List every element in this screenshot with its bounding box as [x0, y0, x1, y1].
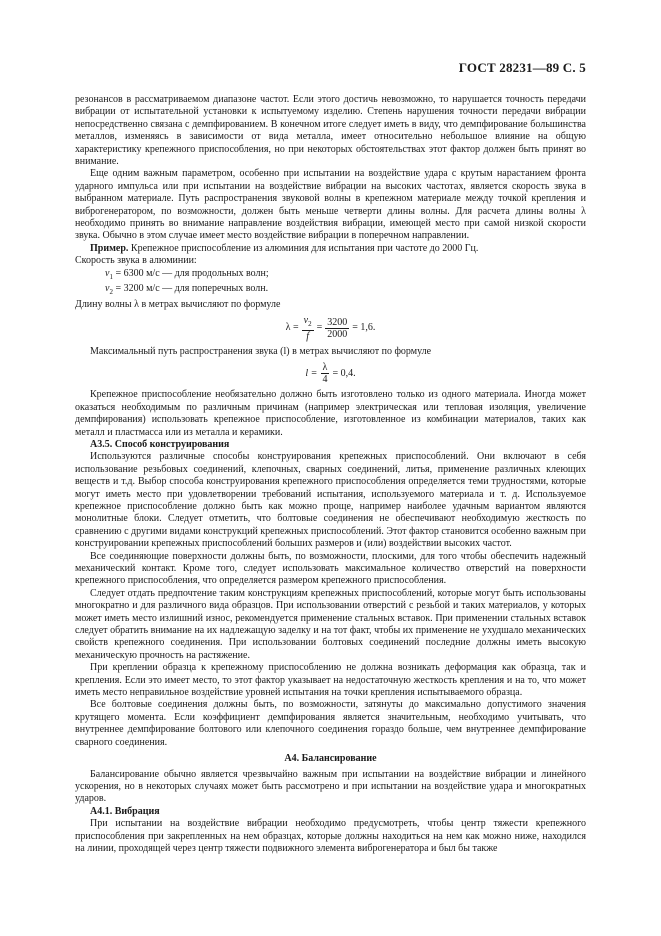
paragraph-reuse: Следует отдать предпочтение таким конструкциям крепежных приспособлений, которые могут быть использованы многократно и для различного вида образцов. При использовании отверстий с резьбой и таких материалов, у которых может иметь место излишний износ, рекомендуется применение стальных вставок. При применении стальных вставок следует обратить внимание на их надлежащую заделку и на тот факт, чтобы их применение не ухудшало механических свойств крепежного соединения. При использовании болтовых соединений последние должны иметь высокую механическую прочность на растяжение. [75, 587, 586, 661]
example-label: Пример. [90, 242, 129, 254]
fraction-3200-over-2000: $\frac{3200}{2000}$ [327, 316, 348, 340]
formula-path: l = $\frac{\lambda}{4}$ = 0,4. [305, 362, 356, 386]
fraction-lambda-over-4: $\frac{\lambda}{4}$ [322, 362, 328, 386]
path-intro: Максимальный путь распространения звука (l) в метрах вычисляют по формуле [90, 345, 432, 357]
paragraph-resonance: резонансов в рассматриваемом диапазоне частот. Если этого достичь невозможно, то нарушается точность передачи вибрации от испытательной установки к испытуемому изделию. Степень нарушения точности передачи вибрации непосредственно связана с демпфированием. В конечном итоге следует иметь в виду, что демпфирование большинства металлов, изменяясь в зависимости от вида металла, имеет относительно небольшое влияние на общую характеристику крепежного приспособления, но при некоторых обстоятельствах этот фактор должен быть принят во внимание. [75, 94, 586, 168]
page-header: ГОСТ 28231—89 С. 5 [458, 60, 586, 75]
paragraph-construction: Используются различные способы конструирования крепежных приспособлений. Они включают в себя использование резьбовых соединений, клепочных, сварных соединений, литья, применение различных клеющих веществ и т.д. Выбор способа конструирования крепежного приспособления определяется теми трудностями, которые могут иметь место при удовлетворении требований испытания, используемого материала и т. д. Используемое крепежное приспособление должно быть как можно проще, например наиболее удачным вариантом являются монолитные блоки. Следует отметить, что болтовые соединения не обеспечивают необходимую жесткость по сравнению с другими видами конструкций крепежных приспособлений. Этот фактор становится особенно важным при конструировании крепежных приспособлений больших размеров и (или) воздействии высоких частот. [75, 451, 586, 550]
speed-v1: $v_1 = 6300$ м/с — для продольных волн; [105, 267, 269, 281]
fraction-v2-over-f: $\frac{v_2}{f}$ [303, 314, 312, 342]
wave-intro: Длину волны λ в метрах вычисляют по формуле [75, 298, 281, 310]
example-line [75, 243, 586, 255]
heading-a41: А4.1. Вибрация [90, 805, 160, 817]
speed-v2: $v_2 = 3200$ м/с — для поперечных волн. [105, 283, 269, 297]
speed-intro: Скорость звука в алюминии: [75, 255, 197, 267]
paragraph-materials: Крепежное приспособление необязательно должно быть изготовлено только из одного материала. Иногда может оказаться необходимым по различным причинам (например электрическая или тепловая изоляция, увеличение демпфирования) использовать крепежное приспособление, изготовленное из комбинации материалов, таких как металл и пластмасса или из металла и керамики. [75, 389, 586, 438]
paragraph-vibration: При испытании на воздействие вибрации необходимо предусмотреть, чтобы центр тяжести крепежного приспособления при закрепленных на нем образцах, которые должны находиться на нем как можно ниже, находился на линии, проходящей через центр тяжести подвижного элемента виброгенератора и был бы также [75, 818, 586, 854]
paragraph-balancing: Балансирование обычно является чрезвычайно важным при испытании на воздействие вибрации и линейного ускорения, но в некоторых случаях может быть рассмотрено и при испытании на воздействие удара и многократных ударов. [75, 768, 586, 805]
paragraph-sound-speed: Еще одним важным параметром, особенно при испытании на воздействие удара с крутым нарастанием фронта ударного импульса или при испытании на воздействие вибрации на высоких частотах, является скорость звука в выбранном материале. Путь распространения звуковой волны в крепежном материале между точкой крепления и виброгенератором, по возможности, должен быть меньше четверти длины волны. Для расчета длины волны λ необходимо принять во внимание направление воздействия вибрации, имеющей место при самой низкой скорости звука. Обычно в этом случае имеет место воздействие вибрации в поперечном направлении. [75, 168, 586, 242]
heading-a4: А4. Балансирование [284, 753, 377, 765]
document-body [75, 94, 586, 855]
paragraph-bolts: Все болтовые соединения должны быть, по возможности, затянуты до максимально допустимого значения крутящего момента. Если коэффициент демпфирования является значительным, необходимо учитывать, что внутреннее демпфирование болтового или клепочного соединения гораздо больше, чем внутреннее демпфирование сварного соединения. [75, 699, 586, 748]
paragraph-deformation: При креплении образца к крепежному приспособлению не должна возникать деформация как образца, так и крепления. Если это имеет место, то этот фактор указывает на недостаточную жесткость крепления и на то, что может иметь место неправильное воздействие уровней испытания на точки крепления испытываемого образца. [75, 662, 586, 699]
formula-wavelength: λ = $\frac{v_2}{f}$ = $\frac{3200}{2000}$ = 1,6. [285, 314, 376, 342]
example-text: Крепежное приспособление из алюминия для испытания при частоте до 2000 Гц. [128, 242, 479, 254]
paragraph-surfaces: Все соединяющие поверхности должны быть, по возможности, плоскими, для того чтобы обеспечить надежный механический контакт. Кроме того, следует использовать максимальное количество отверстий на поверхности крепежного приспособления, что определяется размером крепежного приспособления. [75, 550, 586, 587]
heading-a35: А3.5. Способ конструирования [90, 438, 230, 450]
